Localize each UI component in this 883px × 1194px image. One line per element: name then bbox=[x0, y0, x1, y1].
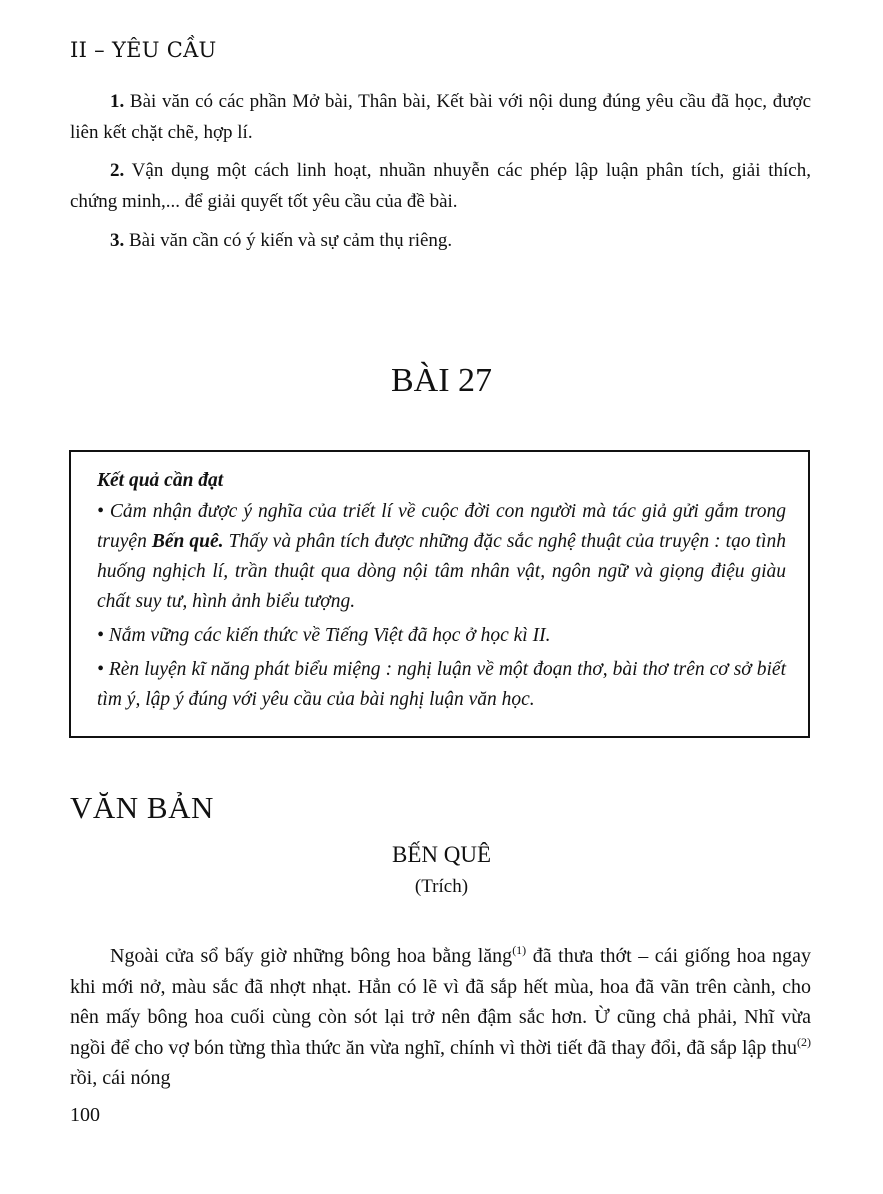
requirement-number: 2. bbox=[110, 160, 125, 181]
footnote-ref-1: (1) bbox=[512, 943, 527, 957]
requirement-1 bbox=[70, 86, 811, 148]
page-number: 100 bbox=[70, 1104, 100, 1126]
goal-item-1-pre: • Cảm nhận được ý nghĩa của triết lí về cuộc đời con người mà tác giả gửi gắm trong truyện bbox=[97, 501, 786, 552]
section-heading: II – YÊU CẦU bbox=[70, 38, 217, 62]
work-title: Bến quê. bbox=[151, 531, 224, 552]
body-part-1: Ngoài cửa sổ bấy giờ những bông hoa bằng lăng bbox=[110, 945, 513, 967]
goal-item-3: • Rèn luyện kĩ năng phát biểu miệng : nghị luận về một đoạn thơ, bài thơ trên cơ sở biết tìm ý, lập ý đúng với yêu cầu của bài nghị luận văn học. bbox=[97, 659, 786, 710]
goals-title: Kết quả cần đạt bbox=[97, 470, 224, 491]
van-ban-heading: VĂN BẢN bbox=[70, 790, 214, 825]
story-body-paragraph bbox=[70, 941, 811, 1094]
requirement-text: Bài văn cần có ý kiến và sự cảm thụ riêng. bbox=[129, 230, 453, 251]
body-part-3: rồi, cái nóng bbox=[70, 1067, 171, 1089]
goal-item-2: • Nắm vững các kiến thức về Tiếng Việt đã học ở học kì II. bbox=[97, 625, 551, 646]
requirement-number: 1. bbox=[110, 91, 125, 112]
requirement-2 bbox=[70, 155, 811, 217]
requirement-text: Bài văn có các phần Mở bài, Thân bài, Kết bài với nội dung đúng yêu cầu đã học, được liên kết chặt chẽ, hợp lí. bbox=[70, 91, 811, 143]
story-title: BẾN QUÊ bbox=[391, 842, 492, 867]
learning-goals-box bbox=[69, 450, 810, 738]
requirement-3 bbox=[70, 225, 811, 256]
goal-item-1 bbox=[97, 497, 786, 617]
goal-item-1-post: Thấy và phân tích được những đặc sắc nghệ thuật của truyện : tạo tình huống nghịch lí, trần thuật qua dòng nội tâm nhân vật, ngôn ngữ và giọng điệu giàu chất suy tư, hình ảnh biểu tượng. bbox=[97, 531, 786, 612]
lesson-title: BÀI 27 bbox=[390, 362, 493, 399]
requirement-text: Vận dụng một cách linh hoạt, nhuần nhuyễn các phép lập luận phân tích, giải thích, chứng minh,... để giải quyết tốt yêu cầu của đề bài. bbox=[70, 160, 811, 212]
body-part-2: đã thưa thớt – cái giống hoa ngay khi mới nở, màu sắc đã nhợt nhạt. Hẳn có lẽ vì đã sắp hết mùa, hoa đã vãn trên cành, cho nên mấy bông hoa cuối cùng còn sót lại trở nên đậm sắc hơn. Ừ cũng chả phải, Nhĩ vừa ngồi để cho vợ bón từng thìa thức ăn vừa nghĩ, chính vì thời tiết đã thay đổi, đã sắp lập thu bbox=[70, 945, 811, 1059]
footnote-ref-2: (2) bbox=[797, 1034, 811, 1049]
story-subtitle: (Trích) bbox=[414, 876, 469, 897]
requirement-number: 3. bbox=[110, 230, 125, 251]
